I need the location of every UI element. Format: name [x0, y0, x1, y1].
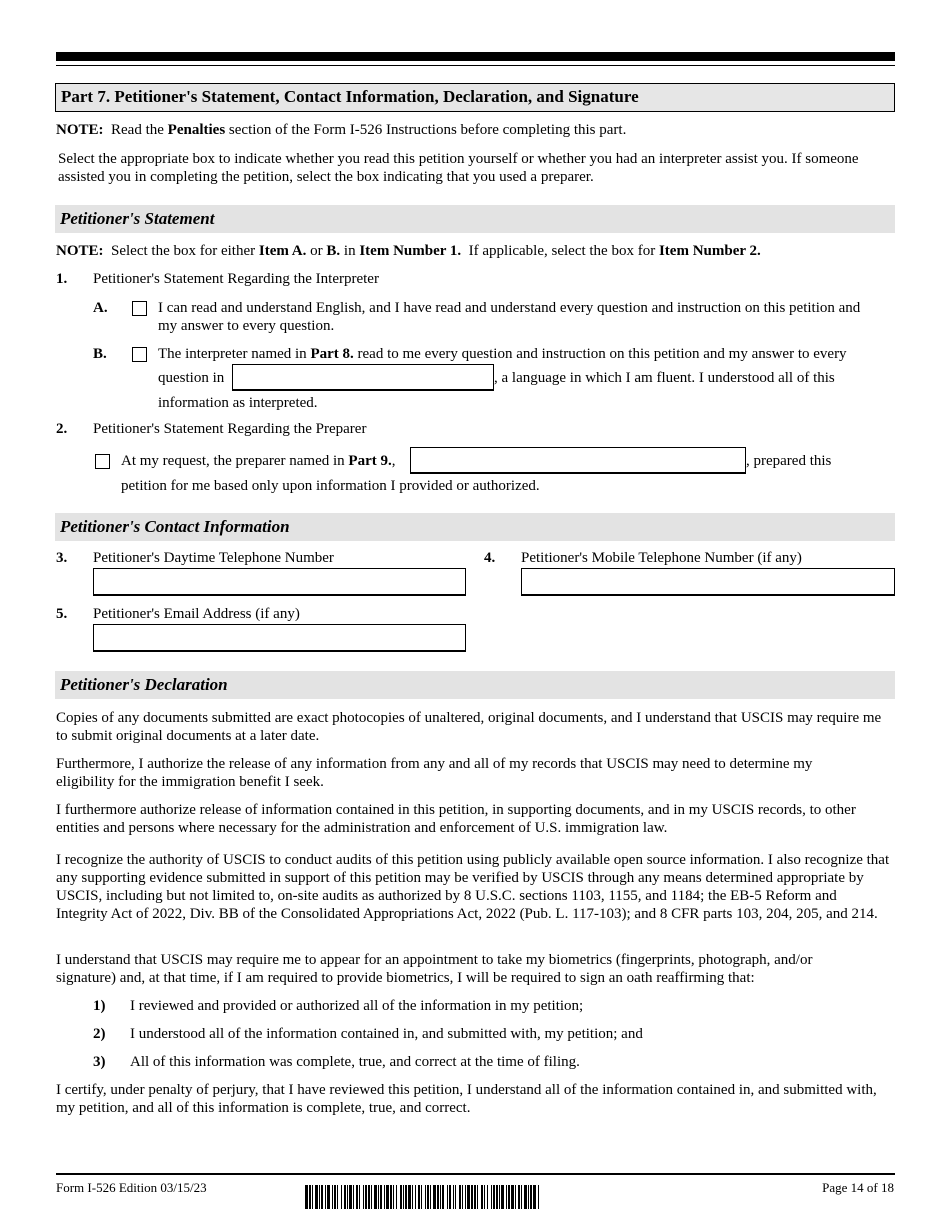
item-3-number: 3. — [56, 550, 68, 566]
item-2-part9: Part 9. — [348, 453, 392, 469]
footer-rule — [56, 1173, 895, 1175]
declaration-heading: Petitioner's Declaration — [55, 671, 895, 699]
contact-heading: Petitioner's Contact Information — [55, 513, 895, 541]
barcode-bar — [539, 1185, 540, 1209]
statement-heading: Petitioner's Statement — [55, 205, 895, 233]
oath-item-2-number: 2) — [93, 1026, 106, 1042]
item-1b-checkbox[interactable] — [132, 347, 147, 362]
item-3-label: Petitioner's Daytime Telephone Number — [93, 550, 334, 566]
item-5-number: 5. — [56, 606, 68, 622]
statement-note — [56, 242, 896, 260]
item-1-label: Petitioner's Statement Regarding the Interpreter — [93, 271, 379, 287]
oath-item-1-text: I reviewed and provided or authorized all of the information in my petition; — [130, 998, 584, 1014]
statement-note-label: NOTE: — [56, 243, 104, 259]
item-1b-letter: B. — [93, 346, 107, 362]
statement-note-t1: Select the box for either — [111, 243, 256, 259]
item-5-label: Petitioner's Email Address (if any) — [93, 606, 300, 622]
statement-note-b2: B. — [326, 243, 341, 259]
item-2-t4: petition for me based only upon information I provided or authorized. — [121, 478, 540, 494]
item-2-t1: At my request, the preparer named in — [121, 453, 345, 469]
statement-note-b1: Item A. — [258, 243, 307, 259]
item-2-label: Petitioner's Statement Regarding the Preparer — [93, 421, 367, 437]
intro-paragraph: Select the appropriate box to indicate whether you read this petition yourself or whether you had an interpreter assist you. If someone assisted you in completing the petition, select the box indicating that you used a preparer. — [58, 151, 859, 185]
part-title: Part 7. Petitioner's Statement, Contact Information, Declaration, and Signature — [55, 83, 895, 112]
item-2-t3: , prepared this — [746, 453, 832, 469]
preparer-name-field[interactable] — [410, 447, 746, 474]
item-1b-part8: Part 8. — [310, 346, 354, 362]
statement-note-t4: If applicable, select the box for — [468, 243, 656, 259]
note-text-pre: Read the — [111, 122, 164, 138]
header-thick-rule — [56, 52, 895, 61]
item-1b-t1: The interpreter named in — [158, 346, 307, 362]
footer-form-edition: Form I-526 Edition 03/15/23 — [56, 1180, 207, 1195]
item-2-checkbox[interactable] — [95, 454, 110, 469]
header-thin-rule — [56, 65, 895, 66]
item-1a-checkbox[interactable] — [132, 301, 147, 316]
email-field[interactable] — [93, 624, 466, 652]
penalties-link-text: Penalties — [167, 122, 226, 138]
item-4-number: 4. — [484, 550, 496, 566]
item-1a-line2: my answer to every question. — [158, 318, 335, 334]
oath-item-2-text: I understood all of the information contained in, and submitted with, my petition; and — [130, 1026, 643, 1042]
item-1b-t5: information as interpreted. — [158, 395, 318, 411]
item-1b-question-in: question in — [158, 370, 225, 386]
item-1b-t4: , a language in which I am fluent. I understood all of this — [494, 370, 835, 386]
item-4-label: Petitioner's Mobile Telephone Number (if any) — [521, 550, 802, 566]
item-2-t2: , — [391, 453, 396, 469]
item-2-number: 2. — [56, 421, 68, 437]
barcode-image — [305, 1185, 713, 1209]
statement-note-t2: or — [310, 243, 323, 259]
oath-item-1-number: 1) — [93, 998, 106, 1014]
footer-page-number: Page 14 of 18 — [822, 1180, 894, 1195]
statement-note-b4: Item Number 2. — [658, 243, 761, 259]
oath-item-3-text: All of this information was complete, true, and correct at the time of filing. — [130, 1054, 580, 1070]
item-1a-letter: A. — [93, 300, 108, 316]
declaration-p3: I furthermore authorize release of information contained in this petition, in supporting documents, and in my USCIS records, to other entities and persons where necessary for the administration and enforcement of U.S. immigration law. — [56, 802, 856, 836]
declaration-p1: Copies of any documents submitted are exact photocopies of unaltered, original documents, and I understand that USCIS may require me to submit original documents at a later date. — [56, 710, 882, 744]
item-2-t1-wrap — [121, 452, 396, 470]
note-label: NOTE: — [56, 122, 104, 138]
declaration-p4: I recognize the authority of USCIS to conduct audits of this petition using publicly available open source information. I also recognize that any supporting evidence submitted in support of this petition may be verified by USCIS through any means determined appropriate by USCIS, including but not limited to, on-site audits as authorized by 8 U.S.C. sections 1103, 1155, and 1184; the EB-5 Reform and Integrity Act of 2022, Div. BB of the Consolidated Appropriations Act, 2022 (Pub. L. 117-103); and 8 CFR parts 103, 204, 205, and 214. — [56, 852, 890, 922]
item-1b-line1 — [158, 345, 895, 363]
item-1-number: 1. — [56, 271, 68, 287]
item-1a-line1: I can read and understand English, and I have read and understand every question and instruction on this petition and — [158, 300, 861, 316]
declaration-p2: Furthermore, I authorize the release of any information from any and all of my records that USCIS may need to determine my eligibility for the immigration benefit I seek. — [56, 756, 813, 790]
statement-note-b3: Item Number 1. — [359, 243, 462, 259]
oath-item-3-number: 3) — [93, 1054, 106, 1070]
declaration-p6: I certify, under penalty of perjury, that I have reviewed this petition, I understand all of the information contained in, and submitted with, my petition, and all of this information is complete, true, and correct. — [56, 1082, 877, 1116]
statement-note-t3: in — [343, 243, 356, 259]
item-1b-t2: read to me every question and instruction on this petition and my answer to every — [357, 346, 847, 362]
mobile-phone-field[interactable] — [521, 568, 895, 596]
penalties-note — [56, 121, 896, 139]
note-text-post: section of the Form I-526 Instructions before completing this part. — [228, 122, 627, 138]
declaration-p5: I understand that USCIS may require me to appear for an appointment to take my biometrics (fingerprints, photograph, and/or signature) and, at that time, if I am required to provide biometrics, I will be required to sign an oath reaffirming that: — [56, 952, 813, 986]
item-1a-text — [158, 299, 895, 335]
interpreter-language-field[interactable] — [232, 364, 494, 391]
daytime-phone-field[interactable] — [93, 568, 466, 596]
